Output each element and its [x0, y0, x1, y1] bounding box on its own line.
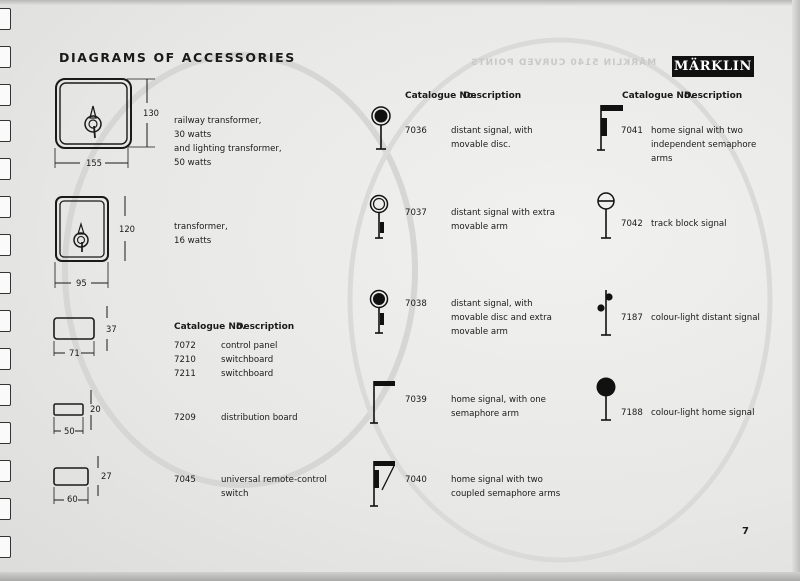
transformer-16w-diagram [55, 196, 135, 296]
item-description: track block signal [651, 219, 727, 229]
colour-light-home-signal-icon [594, 376, 620, 426]
item-description [451, 297, 552, 339]
item-description [451, 393, 546, 421]
show-through-heading: MÄRKLIN 5140 CURVED POINTS [470, 58, 657, 68]
binding-ring [0, 384, 11, 406]
binding-ring [0, 422, 11, 444]
description-line: distant signal with extra [451, 208, 556, 218]
description-line: and lighting transformer, [174, 144, 282, 154]
catalogue-number: 7038 [405, 299, 427, 309]
catalogue-number: 7187 [621, 313, 643, 323]
item-description: switchboard [221, 369, 274, 379]
binding-ring [0, 310, 11, 332]
description-line: movable disc and extra [451, 313, 552, 323]
catalogue-number: 7045 [174, 475, 196, 485]
track-block-signal-icon [595, 192, 619, 242]
catalogue-number: 7040 [405, 475, 427, 485]
description-line: 16 watts [174, 236, 212, 246]
transformer-16w-description [174, 220, 228, 248]
left-table-header-description: Description [236, 322, 295, 332]
home-signal-one-arm-icon [370, 380, 400, 426]
right-table-header-description: Description [684, 91, 743, 101]
binding-ring [0, 84, 11, 106]
dimension-width: 50 [64, 426, 75, 436]
binding-ring [0, 120, 11, 142]
catalogue-number: 7036 [405, 126, 427, 136]
dimension-height: 37 [106, 324, 117, 334]
description-line: home signal with two [451, 475, 543, 485]
left-table-header-catalogue: Catalogue No. [174, 322, 246, 332]
dimension-width: 60 [67, 494, 78, 504]
description-line: movable arm [451, 327, 508, 337]
description-line: 50 watts [174, 158, 212, 168]
binding-ring [0, 460, 11, 482]
binding-ring [0, 8, 11, 30]
item-description [451, 206, 555, 234]
dimension-height: 20 [90, 404, 101, 414]
description-line: 30 watts [174, 130, 212, 140]
description-line: distant signal, with [451, 126, 533, 136]
description-line: transformer, [174, 222, 228, 232]
catalogue-number: 7209 [174, 413, 196, 423]
right-table-header-catalogue: Catalogue No. [622, 91, 694, 101]
description-line: semaphore arm [451, 409, 519, 419]
item-description: colour-light home signal [651, 408, 755, 418]
middle-table-header-catalogue: Catalogue No. [405, 91, 477, 101]
transformer-knob-icon [74, 224, 88, 252]
transformer-knob-icon [85, 106, 101, 138]
distribution-board-diagram [53, 390, 113, 435]
description-line: railway transformer, [174, 116, 262, 126]
description-line: movable arm [451, 222, 508, 232]
description-line: arms [651, 154, 673, 164]
dimension-height: 130 [143, 108, 159, 118]
spiral-binding [0, 0, 16, 581]
middle-table-header-description: Description [463, 91, 522, 101]
catalogue-number: 7188 [621, 408, 643, 418]
table-row [174, 339, 196, 381]
item-description [451, 473, 560, 501]
dimension-height: 27 [101, 471, 112, 481]
binding-ring [0, 234, 11, 256]
catalogue-number: 7210 [174, 355, 196, 365]
table-row [221, 339, 277, 381]
binding-ring [0, 536, 11, 558]
home-signal-coupled-arms-icon [370, 460, 400, 508]
item-description [221, 473, 327, 501]
colour-light-distant-signal-icon [596, 289, 620, 339]
binding-ring [0, 158, 11, 180]
catalogue-number: 7037 [405, 208, 427, 218]
description-line: home signal with two [651, 126, 743, 136]
distant-signal-disc-icon [370, 106, 394, 152]
item-description: switchboard [221, 355, 274, 365]
binding-ring [0, 498, 11, 520]
description-line: independent semaphore [651, 140, 757, 150]
description-line: coupled semaphore arms [451, 489, 561, 499]
catalogue-number: 7072 [174, 341, 196, 351]
description-line: home signal, with one [451, 395, 546, 405]
item-description: control panel [221, 341, 278, 351]
dimension-width: 155 [86, 158, 102, 168]
binding-ring [0, 272, 11, 294]
catalogue-number: 7039 [405, 395, 427, 405]
page-number: 7 [742, 526, 749, 537]
description-line: distant signal, with [451, 299, 533, 309]
description-line: universal remote-control [221, 475, 327, 485]
transformer-30w-diagram [55, 78, 165, 178]
item-description: distribution board [221, 413, 298, 423]
dimension-width: 95 [76, 278, 87, 288]
catalogue-number: 7042 [621, 219, 643, 229]
description-line: switch [221, 489, 249, 499]
binding-ring [0, 196, 11, 218]
dimension-width: 71 [69, 348, 80, 358]
item-description [451, 124, 533, 152]
distant-signal-disc-arm-icon [370, 289, 394, 335]
transformer-30w-description [174, 114, 282, 170]
catalogue-number: 7041 [621, 126, 643, 136]
page-title: DIAGRAMS OF ACCESSORIES [59, 50, 296, 65]
distant-signal-arm-icon [370, 194, 394, 240]
description-line: movable disc. [451, 140, 511, 150]
item-description: colour-light distant signal [651, 313, 760, 323]
item-description [651, 124, 756, 166]
remote-control-switch-diagram [53, 456, 123, 506]
dimension-height: 120 [119, 224, 135, 234]
binding-ring [0, 46, 11, 68]
catalogue-number: 7211 [174, 369, 196, 379]
brand-logo: MÄRKLIN [672, 56, 754, 77]
binding-ring [0, 348, 11, 370]
